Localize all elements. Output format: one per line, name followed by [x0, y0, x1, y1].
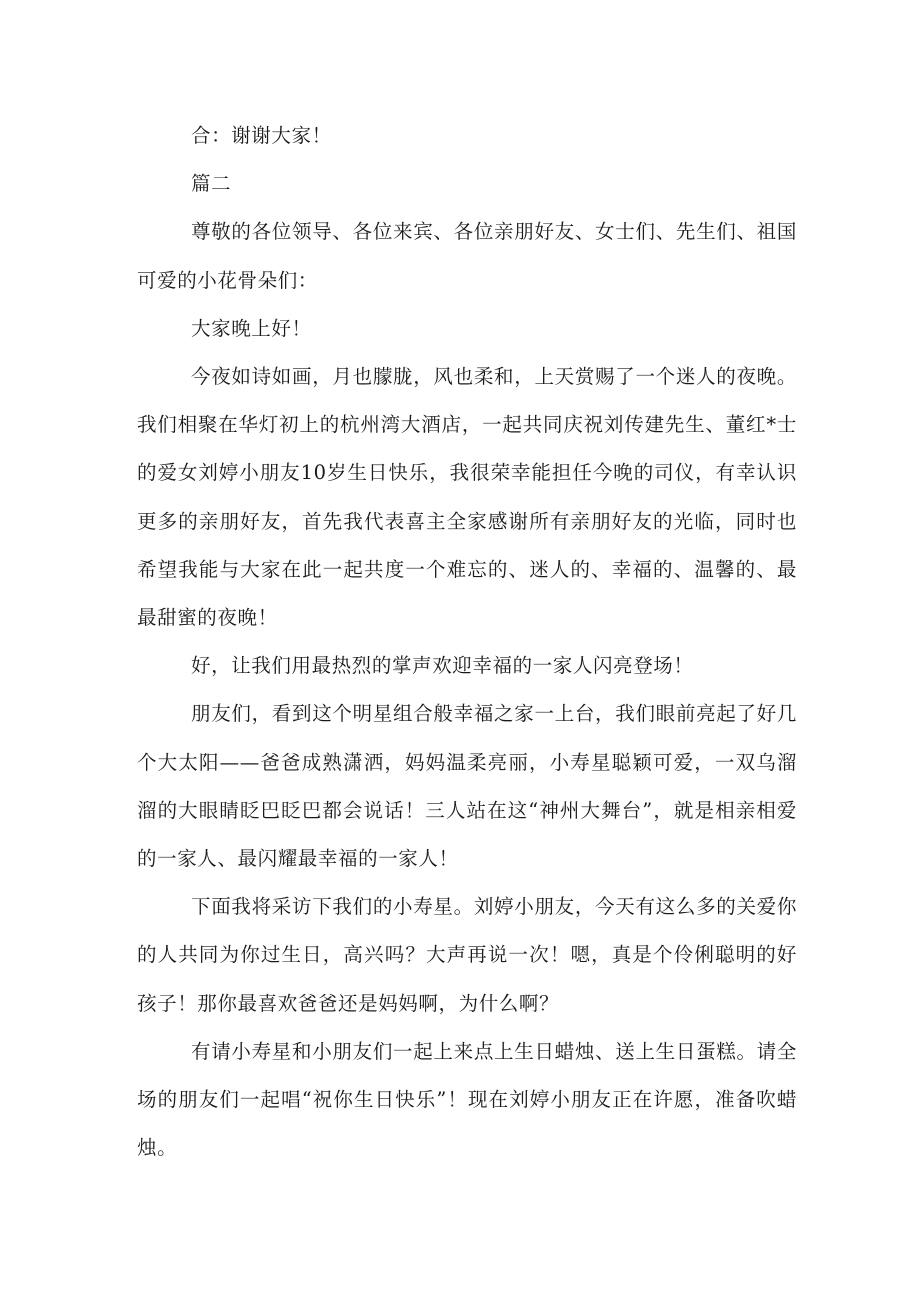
- salutation-paragraph: 尊敬的各位领导、各位来宾、各位亲朋好友、女士们、先生们、祖国可爱的小花骨朵们：: [137, 220, 797, 292]
- closing-line: 合：谢谢大家！: [191, 124, 332, 147]
- family-paragraph: 朋友们，看到这个明星组合般幸福之家一上台，我们眼前亮起了好几个大太阳——爸爸成熟潇洒，妈妈温柔亮丽，小寿星聪颖可爱，一双乌溜溜的大眼睛眨巴眨巴都会说话！三人站在这“神州大舞台”，就是相亲相爱的一家人、最闪耀最幸福的一家人！: [137, 702, 797, 871]
- candle-paragraph: 有请小寿星和小朋友们一起上来点上生日蜡烛、送上生日蛋糕。请全场的朋友们一起唱“祝你生日快乐”！现在刘婷小朋友正在许愿，准备吹蜡烛。: [137, 1039, 797, 1160]
- welcome-paragraph: 好，让我们用最热烈的掌声欢迎幸福的一家人闪亮登场！: [191, 654, 694, 678]
- interview-paragraph: 下面我将采访下我们的小寿星。刘婷小朋友，今天有这么多的关爱你的人共同为你过生日，高兴吗？大声再说一次！嗯，真是个伶俐聪明的好孩子！那你最喜欢爸爸还是妈妈啊，为什么啊？: [137, 895, 797, 1015]
- document-body: [137, 112, 797, 1172]
- section-heading: 篇二: [191, 172, 232, 196]
- opening-paragraph: 今夜如诗如画，月也朦胧，风也柔和，上天赏赐了一个迷人的夜晚。我们相聚在华灯初上的杭州湾大酒店，一起共同庆祝刘传建先生、董红*士的爱女刘婷小朋友10岁生日快乐，我很荣幸能担任今晚的司仪，有幸认识更多的亲朋好友，首先我代表喜主全家感谢所有亲朋好友的光临，同时也希望我能与大家在此一起共度一个难忘的、迷人的、幸福的、温馨的、最最甜蜜的夜晚！: [137, 365, 797, 630]
- greeting-paragraph: 大家晚上好！: [191, 316, 312, 340]
